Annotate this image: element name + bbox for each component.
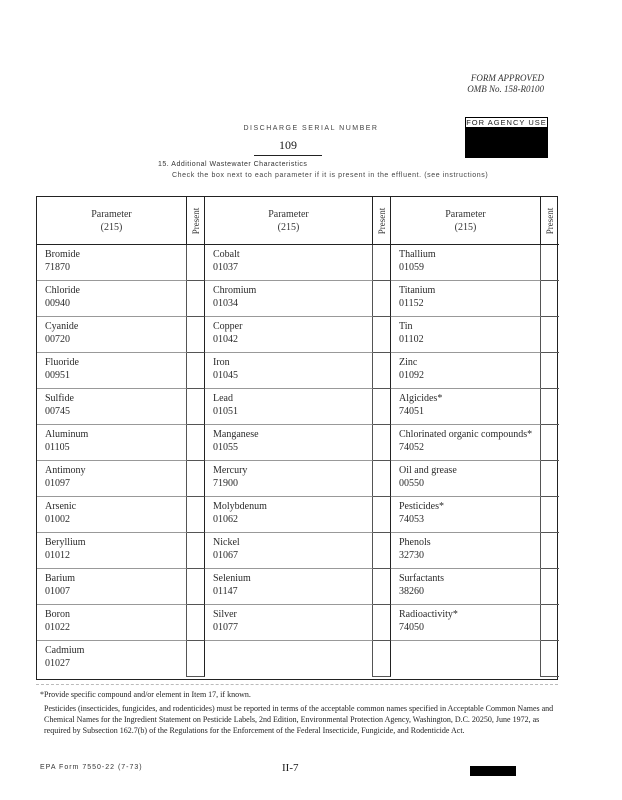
parameters-table [36,196,558,680]
parameter-code: 01037 [213,262,238,273]
parameter-name: Cobalt [213,249,240,260]
parameter-name: Zinc [399,357,418,368]
parameter-cell [391,317,541,353]
parameter-name: Cyanide [45,321,79,332]
parameter-header-label: Parameter [268,208,309,220]
parameter-name: Phenols [399,537,431,548]
present-header-label: Present [190,207,201,234]
parameter-name: Chloride [45,285,80,296]
parameter-name: Manganese [213,429,259,440]
parameter-name: Titanium [399,285,436,296]
parameter-name: Lead [213,393,233,404]
parameter-code: 74050 [399,622,424,633]
present-checkbox[interactable] [373,641,391,677]
present-checkbox[interactable] [187,353,205,389]
parameter-cell [37,569,187,605]
parameter-cell [205,353,373,389]
parameter-cell [37,641,187,677]
present-checkbox[interactable] [373,245,391,281]
present-checkbox[interactable] [541,389,559,425]
parameter-cell [391,569,541,605]
parameter-name: Selenium [213,573,251,584]
parameter-header-code: (215) [277,221,300,233]
parameter-cell [37,317,187,353]
parameter-cell [391,605,541,641]
present-header-label: Present [545,207,555,234]
parameter-name: Chromium [213,285,257,296]
bottom-redaction [470,766,516,776]
parameter-cell [205,317,373,353]
present-checkbox[interactable] [187,281,205,317]
parameter-cell [37,533,187,569]
present-checkbox[interactable] [541,605,559,641]
parameter-cell [391,245,541,281]
parameter-cell [391,281,541,317]
parameter-name: Algicides* [399,393,443,404]
parameter-cell [391,461,541,497]
parameter-code: 01027 [45,658,70,669]
parameter-header-label: Parameter [445,208,486,220]
present-checkbox[interactable] [373,533,391,569]
parameter-name: Oil and grease [399,465,457,476]
parameter-code: 01097 [45,478,70,489]
parameter-code: 01051 [213,406,238,417]
section-instruction: Check the box next to each parameter if it is present in the effluent. (see instructions) [172,172,489,179]
parameter-cell [391,389,541,425]
present-checkbox[interactable] [541,281,559,317]
parameter-code: 01059 [399,262,424,273]
parameter-code: 71900 [213,478,238,489]
parameter-cell [37,389,187,425]
parameter-cell [37,605,187,641]
present-header [541,197,559,245]
parameter-cell [205,569,373,605]
parameter-code: 01105 [45,442,70,453]
parameter-code: 01092 [399,370,424,381]
present-header [373,197,391,245]
form-approved-block [467,73,544,95]
present-checkbox[interactable] [541,533,559,569]
form-approved-label: FORM APPROVED [470,73,544,83]
present-checkbox[interactable] [541,461,559,497]
parameter-cell [391,497,541,533]
present-checkbox[interactable] [373,605,391,641]
parameter-name: Fluoride [45,357,79,368]
parameter-code: 01022 [45,622,70,633]
section-title: 15. Additional Wastewater Characteristics [158,161,308,168]
parameter-code: 74053 [399,514,424,525]
parameter-header [391,197,541,245]
parameter-header [37,197,187,245]
parameter-code: 00550 [399,478,424,489]
parameter-code: 74052 [399,442,424,453]
parameter-cell [205,389,373,425]
parameter-name: Antimony [45,465,86,476]
parameter-cell [37,497,187,533]
parameter-name: Molybdenum [213,501,267,512]
parameter-name: Iron [213,357,230,368]
parameter-code: 01042 [213,334,238,345]
parameter-code: 38260 [399,586,424,597]
discharge-serial-underline [254,155,322,156]
present-checkbox[interactable] [373,353,391,389]
parameter-name: Nickel [213,537,240,548]
present-checkbox[interactable] [541,245,559,281]
parameter-code: 32730 [399,550,424,561]
parameter-code: 01045 [213,370,238,381]
parameter-code: 00951 [45,370,70,381]
parameter-name: Sulfide [45,393,74,404]
parameter-name: Pesticides* [399,501,444,512]
present-header-label: Present [376,207,387,234]
parameter-cell [205,245,373,281]
present-checkbox[interactable] [373,317,391,353]
parameter-name: Arsenic [45,501,77,512]
table-bottom-rule [36,684,558,685]
footnote-pesticides: Pesticides (insecticides, fungicides, and rodenticides) must be reported in terms of the acceptable common names specified in Acceptable Common Names and Chemical Names for the Ingredient Statement on Pesticide Labels, 2nd Edition, Environmental Protection Agency, Washington, D.C. 20250, June 1972, as required by Subsection 162.7(b) of the Regulations for the Enforcement of the Federal Insecticide, Fungicide, and Rodenticide Act. [44,704,554,735]
present-checkbox[interactable] [187,497,205,533]
parameter-code: 01077 [213,622,238,633]
parameter-code: 01007 [45,586,70,597]
form-number: EPA Form 7550-22 (7-73) [40,764,143,771]
parameter-code: 74051 [399,406,424,417]
present-checkbox[interactable] [187,461,205,497]
parameter-name: Bromide [45,249,80,260]
present-checkbox[interactable] [187,641,205,677]
present-checkbox[interactable] [373,281,391,317]
present-checkbox[interactable] [187,317,205,353]
parameter-header [205,197,373,245]
parameter-name: Chlorinated organic compounds* [399,429,533,440]
present-checkbox[interactable] [541,641,559,677]
parameter-code: 01034 [213,298,238,309]
present-checkbox[interactable] [541,425,559,461]
parameter-name: Aluminum [45,429,89,440]
parameter-header-label: Parameter [91,208,132,220]
present-checkbox[interactable] [373,389,391,425]
parameter-cell [37,425,187,461]
parameter-code: 01152 [399,298,424,309]
agency-use-redaction [465,128,548,158]
present-checkbox[interactable] [187,245,205,281]
parameter-cell [391,533,541,569]
present-checkbox[interactable] [187,533,205,569]
parameter-header-code: (215) [100,221,123,233]
parameter-name: Thallium [399,249,436,260]
parameter-name: Copper [213,321,243,332]
parameter-cell [205,497,373,533]
parameter-cell [391,641,541,677]
parameter-name: Boron [45,609,70,620]
parameter-code: 01012 [45,550,70,561]
parameter-cell [391,353,541,389]
parameter-name: Mercury [213,465,248,476]
page-number: II-7 [282,762,299,774]
present-checkbox[interactable] [373,425,391,461]
discharge-serial-value[interactable]: 109 [279,138,297,152]
present-checkbox[interactable] [541,317,559,353]
parameter-cell [391,425,541,461]
present-checkbox[interactable] [373,569,391,605]
parameter-cell [37,281,187,317]
present-checkbox[interactable] [187,425,205,461]
parameter-name: Barium [45,573,75,584]
omb-number: OMB No. 158-R0100 [467,84,544,94]
parameter-cell [205,605,373,641]
parameter-code: 01055 [213,442,238,453]
parameter-cell [205,425,373,461]
parameter-code: 01062 [213,514,238,525]
parameter-cell [37,245,187,281]
parameter-code: 00940 [45,298,70,309]
parameter-code: 00720 [45,334,70,345]
present-checkbox[interactable] [541,497,559,533]
parameter-code: 01067 [213,550,238,561]
footnote-star: *Provide specific compound and/or element in Item 17, if known. [40,690,251,699]
present-checkbox[interactable] [187,569,205,605]
parameter-code: 00745 [45,406,70,417]
parameter-cell [205,281,373,317]
parameter-cell [37,461,187,497]
parameter-cell [205,461,373,497]
parameter-code: 01002 [45,514,70,525]
present-checkbox[interactable] [187,389,205,425]
parameter-name: Cadmium [45,645,85,656]
parameter-name: Tin [399,321,413,332]
agency-use-label: FOR AGENCY USE [466,118,547,127]
parameter-code: 01102 [399,334,424,345]
present-checkbox[interactable] [373,461,391,497]
parameter-cell [37,353,187,389]
parameter-name: Beryllium [45,537,86,548]
present-checkbox[interactable] [373,497,391,533]
parameter-name: Silver [213,609,237,620]
present-header [187,197,205,245]
parameter-header-code: (215) [454,221,477,233]
parameter-code: 01147 [213,586,238,597]
discharge-serial-label: DISCHARGE SERIAL NUMBER [243,125,379,132]
parameter-name: Surfactants [399,573,444,584]
present-checkbox[interactable] [541,569,559,605]
parameter-cell [205,641,373,677]
parameter-code: 71870 [45,262,70,273]
parameter-name: Radioactivity* [399,609,458,620]
parameter-cell [205,533,373,569]
present-checkbox[interactable] [541,353,559,389]
present-checkbox[interactable] [187,605,205,641]
